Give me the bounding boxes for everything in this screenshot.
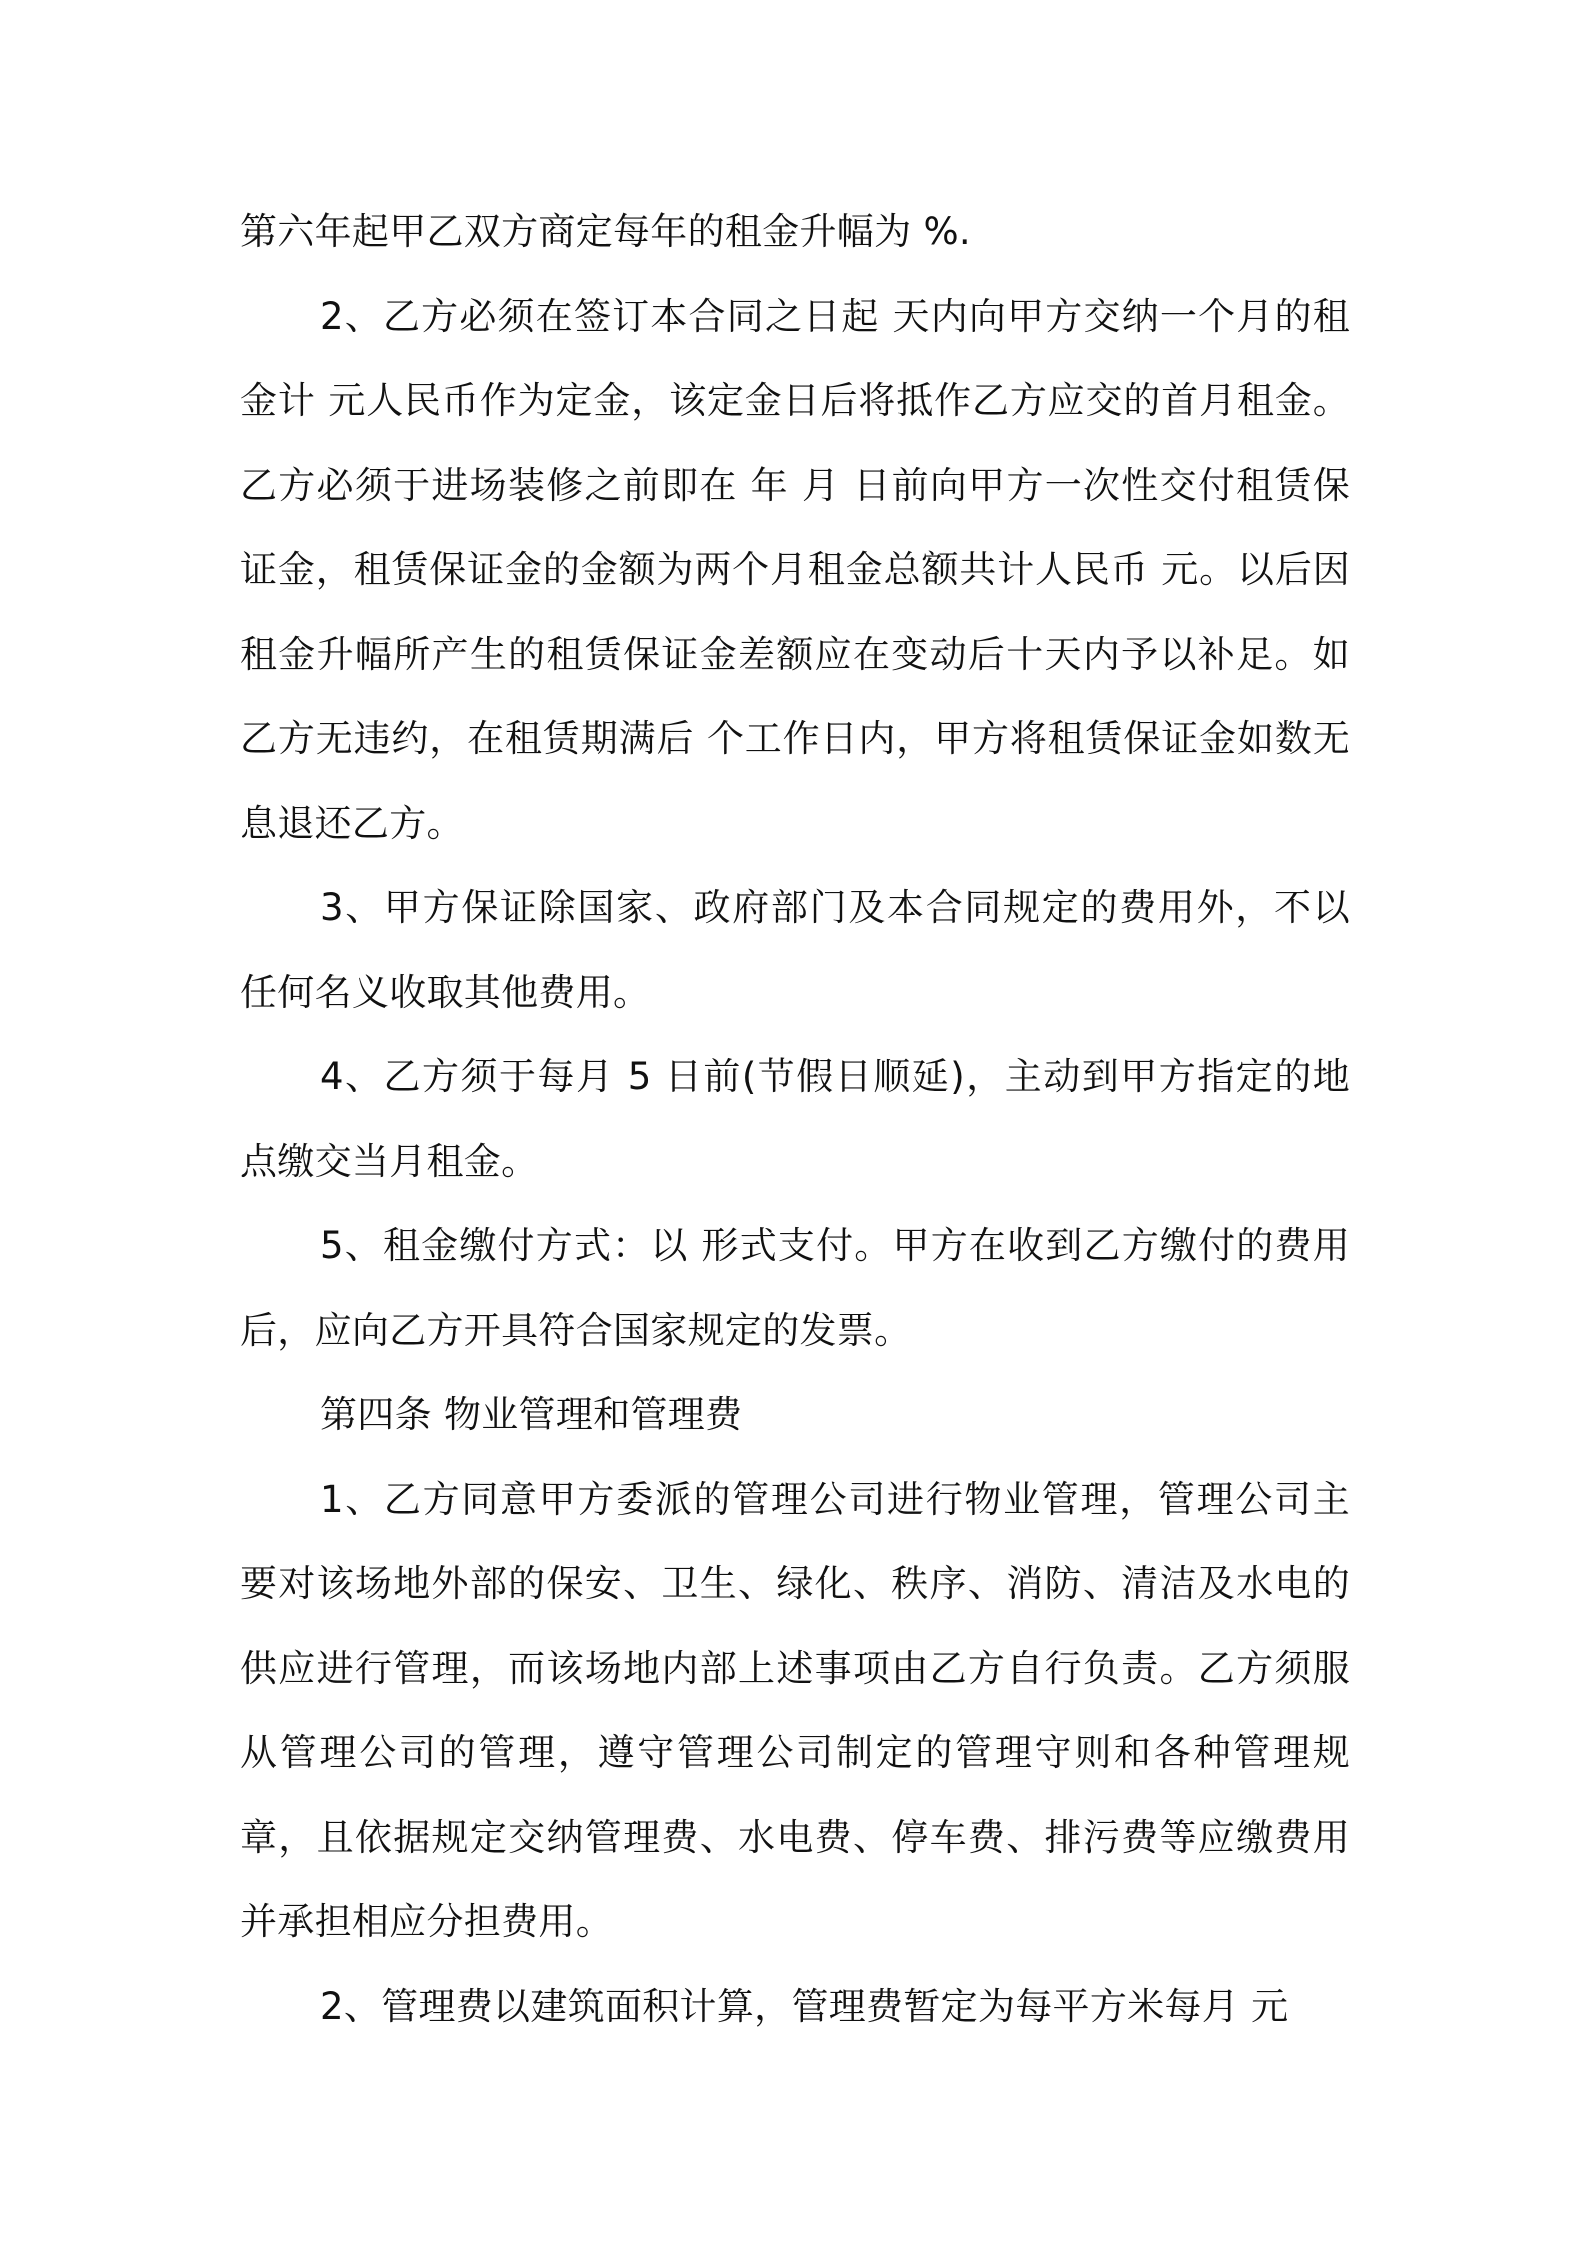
paragraph-rent-increase: 第六年起甲乙双方商定每年的租金升幅为 %. xyxy=(240,210,971,253)
paragraph-property-management: 1、乙方同意甲方委派的管理公司进行物业管理，管理公司主要对该场地外部的保安、卫生、绿化、秩序、消防、清洁及水电的供应进行管理，而该场地内部上述事项由乙方自行负责。乙方须服从管理公司的管理，遵守管理公司制定的管理守则和各种管理规章，且依据规定交纳管理费、水电费、停车费、排污费等应缴费用并承担相应分担费用。 xyxy=(240,1477,1350,1943)
paragraph-deposit-terms: 2、乙方必须在签订本合同之日起 天内向甲方交纳一个月的租金计 元人民币作为定金，该定金日后将抵作乙方应交的首月租金。乙方必须于进场装修之前即在 年 月 日前向甲方一次性交付租赁保证金，租赁保证金的金额为两个月租金总额共计人民币 元。以后因租金升幅所产生的租赁保证金差额应在变动后十天内予以补足。如乙方无违约，在租赁期满后 个工作日内，甲方将租赁保证金如数无息退还乙方。 xyxy=(240,294,1350,845)
paragraph-monthly-payment: 4、乙方须于每月 5 日前(节假日顺延)，主动到甲方指定的地点缴交当月租金。 xyxy=(240,1055,1350,1183)
paragraph-payment-method: 5、租金缴付方式：以 形式支付。甲方在收到乙方缴付的费用后，应向乙方开具符合国家规定的发票。 xyxy=(240,1224,1350,1352)
paragraph-fee-guarantee: 3、甲方保证除国家、政府部门及本合同规定的费用外，不以任何名义收取其他费用。 xyxy=(240,886,1350,1014)
paragraph-management-fee: 2、管理费以建筑面积计算，管理费暂定为每平方米每月 元 xyxy=(320,1984,1289,2028)
contract-text xyxy=(240,190,1350,2049)
section-heading-article-four: 第四条 物业管理和管理费 xyxy=(320,1393,743,1436)
